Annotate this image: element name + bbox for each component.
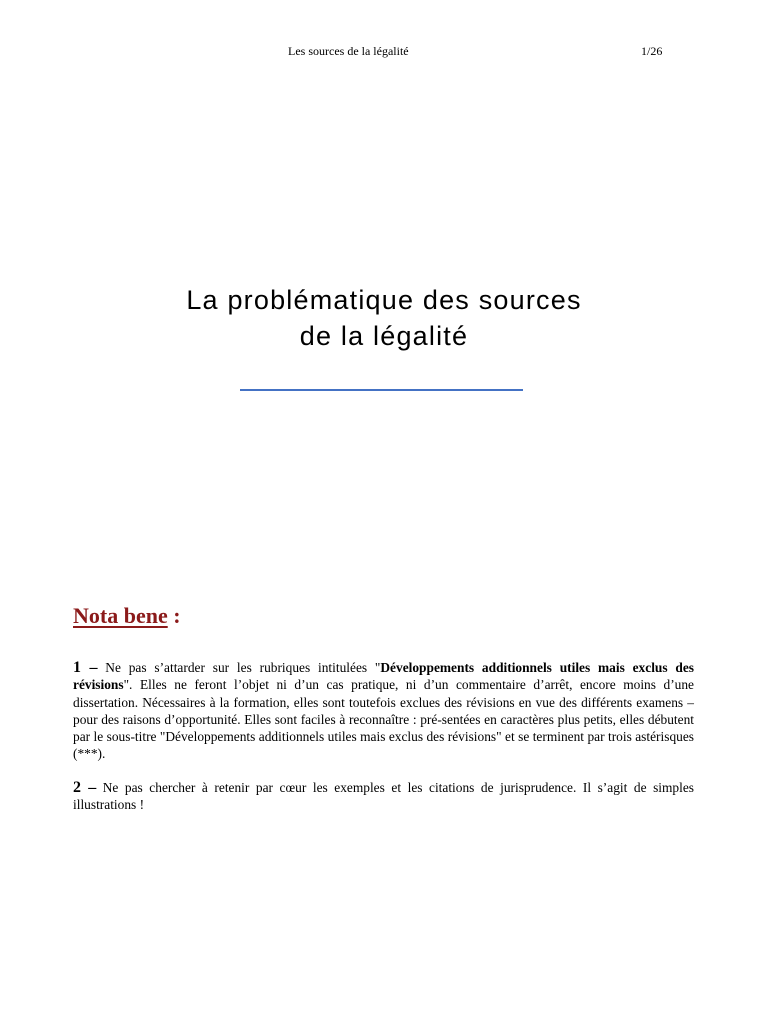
nota-item-2 <box>73 779 694 814</box>
page-number: 1/26 <box>641 44 663 58</box>
nota-item-1-text-a: Ne pas s’attarder sur les rubriques intitulées " <box>97 660 381 675</box>
nota-bene-heading <box>73 603 181 629</box>
nota-item-1-text-b: ". Elles ne feront l’objet ni d’un cas pratique, ni d’un commentaire d’arrêt, encore moins d’une dissertation. Nécessaires à la formation, elles sont toutefois exclues des révisions en vue des différents examens – pour des raisons d’opportunité. Elles sont faciles à reconnaître : pré-sentées en caractères plus petits, elles débutent par le sous-titre "Développements additionnels utiles mais exclus des révisions" et se terminent par trois astérisques (***). <box>73 677 694 762</box>
running-title: Les sources de la légalité <box>288 44 409 58</box>
title-divider <box>240 389 523 391</box>
running-header <box>0 44 768 62</box>
nota-item-1-number: 1 – <box>73 659 98 676</box>
nota-item-1 <box>73 659 694 763</box>
nota-bene-colon: : <box>167 603 181 628</box>
nota-item-2-number: 2 – <box>73 779 97 796</box>
nota-bene-label: Nota bene <box>73 603 168 628</box>
page-title <box>0 282 768 354</box>
nota-item-2-text: Ne pas chercher à retenir par cœur les exemples et les citations de jurisprudence. Il s’agit de simples illustrations ! <box>73 780 694 813</box>
nota-item-1-bold-title: Développements additionnels utiles mais exclus des révisions <box>73 660 694 693</box>
page-title-line-2: de la légalité <box>299 321 469 351</box>
page-title-line-1: La problématique des sources <box>186 285 582 315</box>
